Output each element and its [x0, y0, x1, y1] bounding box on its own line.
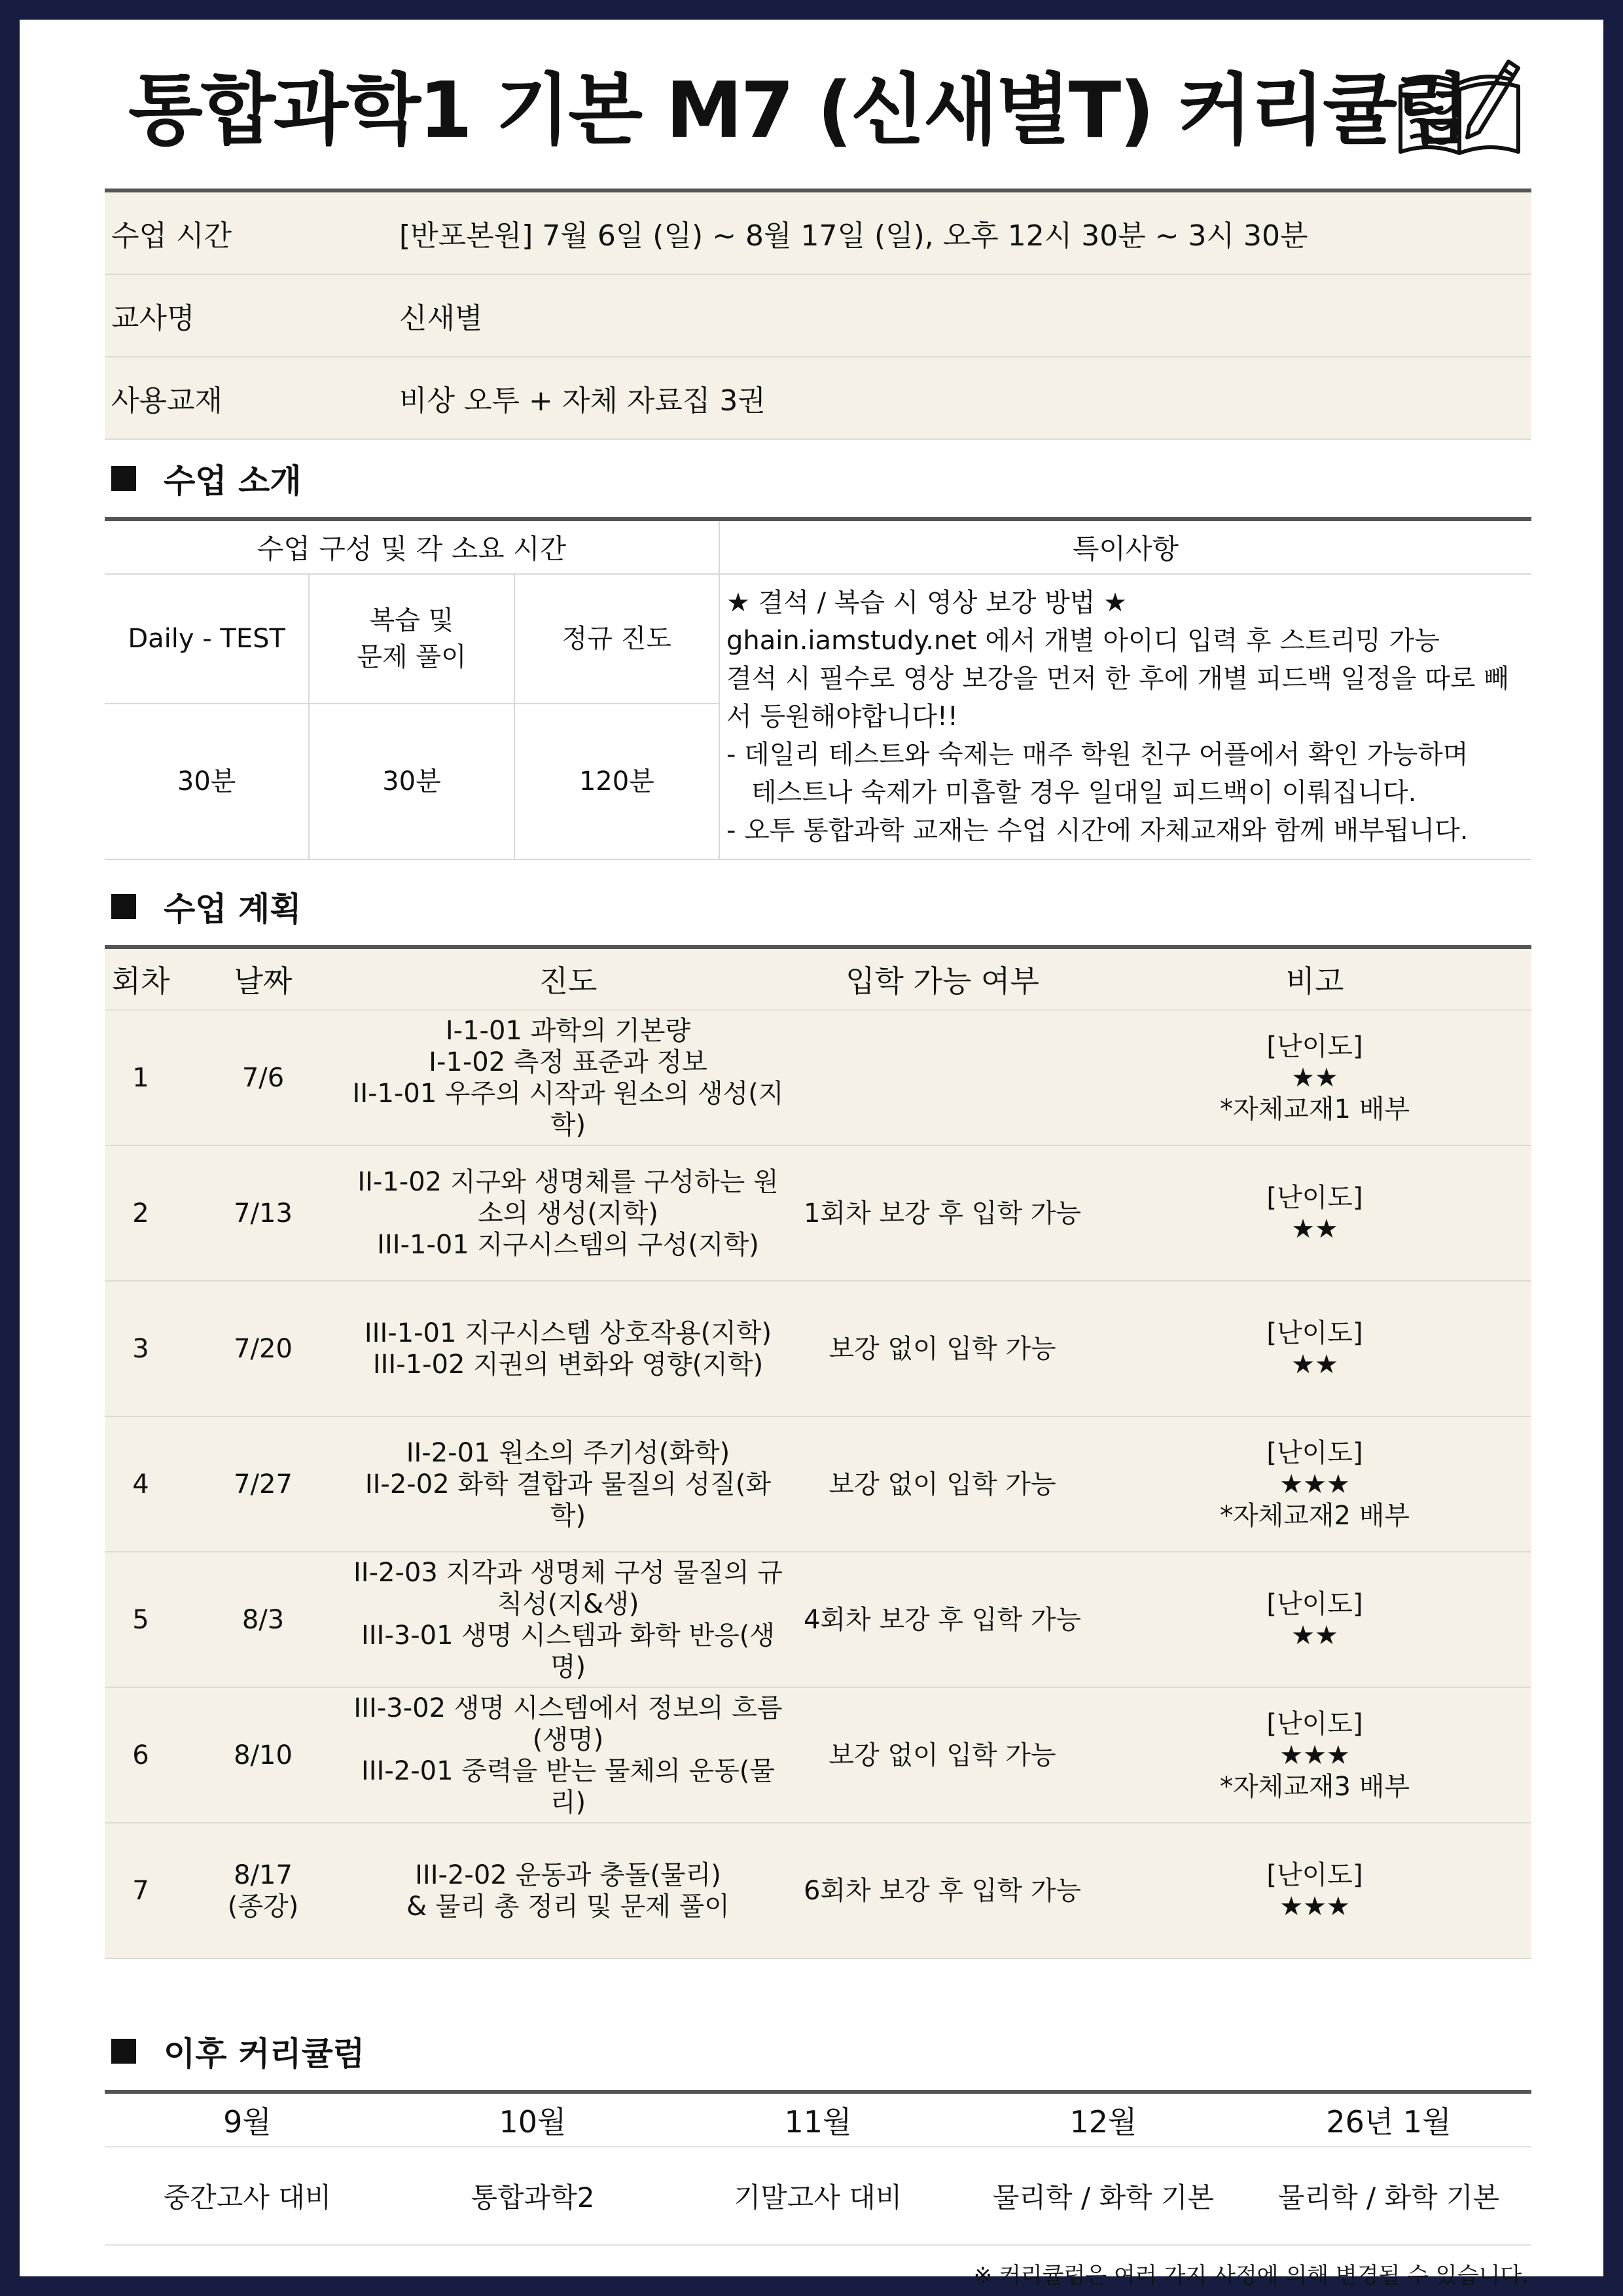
table-row — [105, 1282, 1531, 1417]
note-line: [난이도] — [1266, 1708, 1363, 1739]
progress-line: II-2-03 지각과 생명체 구성 물질의 규칙성(지&생) — [353, 1557, 783, 1619]
course-label: 중간고사 대비 — [163, 2181, 332, 2214]
footnote: ※ 커리큘럼은 여러 가지 사정에 의해 변경될 수 있습니다. — [973, 2263, 1529, 2289]
note-line: [난이도] — [1266, 1588, 1363, 1619]
square-bullet-icon — [111, 894, 136, 919]
cell-no: 7 — [132, 1875, 149, 1906]
difficulty-stars: ★★ — [1291, 1062, 1338, 1093]
square-bullet-icon — [111, 466, 136, 491]
date-subtext: (종강) — [227, 1891, 299, 1922]
col-header-date: 날짜 — [234, 963, 293, 999]
table-row — [105, 1011, 1531, 1146]
progress-line: I-1-02 측정 표준과 정보 — [429, 1047, 707, 1077]
info-row — [105, 275, 1531, 357]
cell-no: 2 — [132, 1198, 149, 1229]
info-label: 교사명 — [111, 302, 195, 335]
col-header-no: 회차 — [111, 963, 170, 999]
book-pen-icon — [1394, 54, 1525, 165]
intro-col-names — [105, 575, 719, 704]
cell-date — [177, 1417, 349, 1551]
intro-col-times — [105, 704, 719, 859]
intro-left-header: 수업 구성 및 각 소요 시간 — [105, 521, 719, 575]
section-title: 수업 계획 — [164, 890, 302, 928]
intro-table — [105, 521, 1531, 860]
date-text: 8/17 — [234, 1859, 293, 1890]
course-label: 물리학 / 화학 기본 — [1277, 2181, 1500, 2214]
note-line: [난이도] — [1266, 1031, 1363, 1062]
cell-date — [177, 1282, 349, 1416]
cell-note — [1098, 1552, 1531, 1687]
progress-line: & 물리 총 정리 및 문제 풀이 — [406, 1891, 730, 1922]
section-title: 이후 커리큘럼 — [164, 2035, 365, 2073]
note-line: - 데일리 테스트와 숙제는 매주 학원 친구 어플에서 확인 가능하며 — [726, 740, 1469, 770]
progress-line: II-1-01 우주의 시작과 원소의 생성(지학) — [352, 1078, 784, 1140]
progress-line: III-1-01 지구시스템의 구성(지학) — [377, 1229, 759, 1260]
cell-entry: 6회차 보강 후 입학 가능 — [803, 1875, 1082, 1906]
cell-progress — [349, 1688, 787, 1822]
table-row — [105, 1552, 1531, 1688]
cell-date — [177, 1688, 349, 1822]
section-header-after — [105, 2013, 1531, 2090]
note-line: *자체교재2 배부 — [1219, 1500, 1410, 1531]
intro-col-regular: 정규 진도 — [514, 575, 719, 704]
section-header-plan — [105, 868, 1531, 945]
cell-entry: 보강 없이 입학 가능 — [829, 1740, 1056, 1770]
info-row — [105, 357, 1531, 440]
difficulty-stars: ★★ — [1291, 1349, 1338, 1380]
cell-progress — [349, 1417, 787, 1551]
note-line: *자체교재1 배부 — [1219, 1094, 1410, 1124]
square-bullet-icon — [111, 2039, 136, 2064]
after-items-row — [105, 2147, 1531, 2246]
month-label: 11월 — [784, 2104, 852, 2140]
course-label: 통합과학2 — [471, 2181, 595, 2214]
section-header-intro — [105, 440, 1531, 517]
table-row — [105, 1146, 1531, 1282]
curriculum-sheet — [20, 20, 1603, 2289]
after-table — [105, 2094, 1531, 2289]
info-value: [반포본원] 7월 6일 (일) ~ 8월 17일 (일), 오후 12시 30분 ~ 3시 30분 — [399, 219, 1308, 253]
info-value: 신새별 — [399, 302, 483, 335]
note-line: 서 등원해야합니다!! — [726, 702, 958, 732]
progress-line: II-2-02 화학 결합과 물질의 성질(화학) — [365, 1469, 772, 1531]
cell-date — [177, 1823, 349, 1958]
intro-right-header: 특이사항 — [720, 521, 1531, 575]
progress-line: II-1-02 지구와 생명체를 구성하는 원소의 생성(지학) — [357, 1166, 779, 1229]
difficulty-stars: ★★ — [1291, 1620, 1338, 1651]
progress-line: III-1-01 지구시스템 상호작용(지학) — [364, 1318, 772, 1348]
note-line: [난이도] — [1266, 1318, 1363, 1348]
note-line: [난이도] — [1266, 1182, 1363, 1213]
info-label: 수업 시간 — [111, 219, 232, 253]
note-line: *자체교재3 배부 — [1219, 1771, 1410, 1802]
intro-structure — [105, 521, 720, 859]
intro-col-review — [308, 575, 513, 704]
date-text: 8/3 — [241, 1604, 285, 1635]
month-label: 26년 1월 — [1326, 2104, 1452, 2140]
date-text: 7/13 — [234, 1198, 293, 1229]
note-line: ★ 결석 / 복습 시 영상 보강 방법 ★ — [726, 588, 1127, 618]
cell-date — [177, 1552, 349, 1687]
cell-note — [1098, 1146, 1531, 1280]
intro-notes — [720, 521, 1531, 859]
cell-date — [177, 1011, 349, 1145]
difficulty-stars: ★★★ — [1279, 1740, 1350, 1770]
table-row — [105, 1417, 1531, 1552]
cell-entry: 보강 없이 입학 가능 — [829, 1469, 1056, 1499]
cell-no: 6 — [132, 1740, 149, 1770]
difficulty-stars: ★★★ — [1279, 1891, 1350, 1922]
title-row — [105, 20, 1531, 188]
cell-progress — [349, 1146, 787, 1280]
page-title: 통합과학1 기본 M7 (신새별T) 커리큘럼 — [128, 65, 1469, 155]
cell-progress — [349, 1823, 787, 1958]
date-text: 7/27 — [234, 1469, 293, 1499]
section-title: 수업 소개 — [164, 462, 302, 500]
cell-entry: 1회차 보강 후 입학 가능 — [803, 1198, 1082, 1229]
cell-no: 1 — [132, 1062, 149, 1093]
after-months-row — [105, 2094, 1531, 2147]
cell-note — [1098, 1688, 1531, 1822]
table-row — [105, 1823, 1531, 1959]
col-header-progress: 진도 — [539, 963, 597, 999]
col-header-entry: 입학 가능 여부 — [846, 963, 1039, 999]
course-label: 물리학 / 화학 기본 — [992, 2181, 1215, 2214]
month-label: 12월 — [1069, 2104, 1137, 2140]
difficulty-stars: ★★★ — [1279, 1469, 1350, 1499]
progress-line: III-3-01 생명 시스템과 화학 반응(생명) — [361, 1620, 776, 1682]
date-text: 8/10 — [234, 1740, 293, 1770]
plan-table — [105, 949, 1531, 1959]
info-label: 사용교재 — [111, 384, 223, 418]
cell-note — [1098, 1417, 1531, 1551]
note-line: - 오투 통합과학 교재는 수업 시간에 자체교재와 함께 배부됩니다. — [726, 816, 1469, 846]
cell-note — [1098, 1282, 1531, 1416]
difficulty-stars: ★★ — [1291, 1213, 1338, 1244]
notes-body — [720, 575, 1531, 850]
plan-header-row — [105, 949, 1531, 1011]
intro-time: 30분 — [177, 766, 236, 797]
content — [105, 20, 1531, 2289]
cell-progress — [349, 1282, 787, 1416]
note-line: 결석 시 필수로 영상 보강을 먼저 한 후에 개별 피드백 일정을 따로 빼 — [726, 664, 1509, 694]
date-text: 7/6 — [241, 1062, 285, 1093]
info-row — [105, 192, 1531, 275]
cell-entry — [787, 1011, 1098, 1145]
progress-line: I-1-01 과학의 기본량 — [445, 1015, 691, 1046]
intro-time: 120분 — [514, 704, 719, 859]
month-label: 9월 — [223, 2104, 272, 2140]
intro-time: 30분 — [308, 704, 513, 859]
progress-line: III-3-02 생명 시스템에서 정보의 흐름(생명) — [353, 1693, 783, 1755]
progress-line: III-2-01 중력을 받는 물체의 운동(물리) — [361, 1755, 776, 1818]
note-line: 테스트나 숙제가 미흡할 경우 일대일 피드백이 이뤄집니다. — [751, 778, 1417, 808]
info-value: 비상 오투 + 자체 자료집 3권 — [399, 384, 766, 418]
progress-line: III-1-02 지권의 변화와 영향(지학) — [372, 1349, 764, 1380]
cell-entry: 4회차 보강 후 입학 가능 — [803, 1604, 1082, 1635]
cell-date — [177, 1146, 349, 1280]
note-line: [난이도] — [1266, 1437, 1363, 1468]
month-label: 10월 — [499, 2104, 567, 2140]
date-text: 7/20 — [234, 1333, 293, 1364]
progress-line: II-2-01 원소의 주기성(화학) — [406, 1437, 730, 1468]
cell-progress — [349, 1552, 787, 1687]
cell-no: 4 — [132, 1469, 149, 1499]
intro-col-review-label: 복습 및 문제 풀이 — [357, 605, 467, 672]
note-line: [난이도] — [1266, 1859, 1363, 1890]
intro-col-daily-test: Daily - TEST — [105, 575, 308, 704]
table-row — [105, 1688, 1531, 1823]
info-table — [105, 192, 1531, 440]
cell-entry: 보강 없이 입학 가능 — [829, 1333, 1056, 1364]
note-line: ghain.iamstudy.net 에서 개별 아이디 입력 후 스트리밍 가능 — [726, 626, 1440, 656]
cell-no: 3 — [132, 1333, 149, 1364]
course-label: 기말고사 대비 — [734, 2181, 902, 2214]
cell-note — [1098, 1823, 1531, 1958]
col-header-note: 비고 — [1285, 963, 1344, 999]
progress-line: III-2-02 운동과 충돌(물리) — [415, 1859, 721, 1890]
cell-no: 5 — [132, 1604, 149, 1635]
cell-progress — [349, 1011, 787, 1145]
cell-note — [1098, 1011, 1531, 1145]
